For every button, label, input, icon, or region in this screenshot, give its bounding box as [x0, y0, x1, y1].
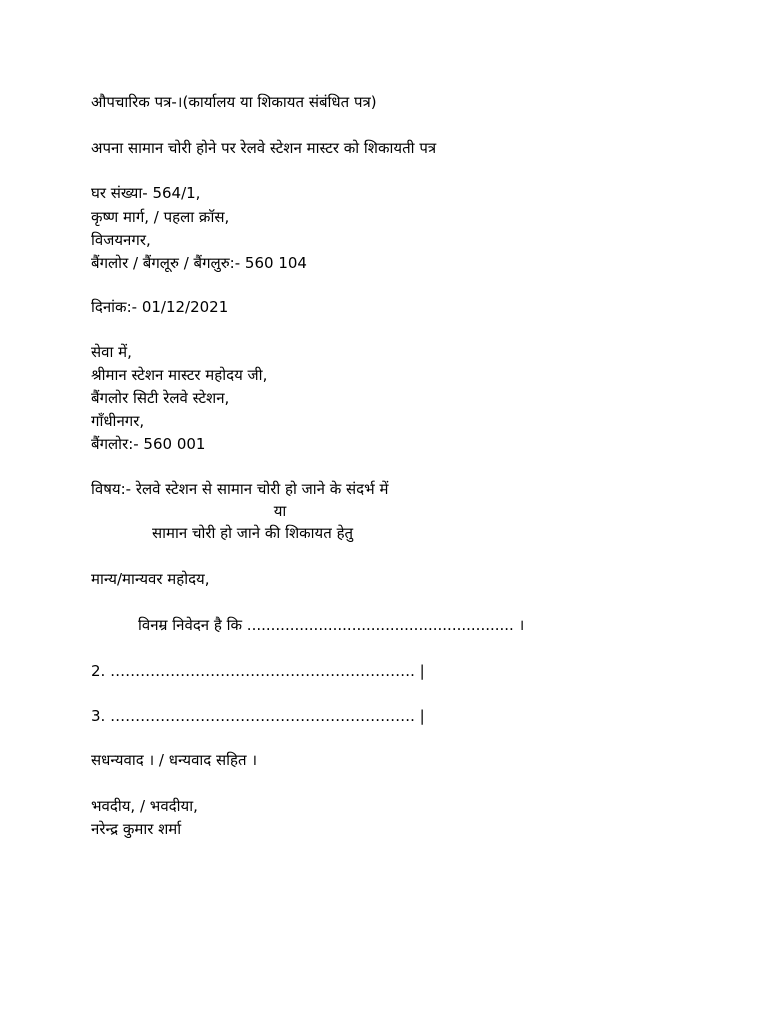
closing-line: भवदीय, / भवदीया,	[91, 797, 198, 815]
body-paragraph-2: 2. ……………………………………………………. |	[91, 662, 425, 680]
subject-or: या	[273, 502, 287, 520]
body-paragraph-3: 3. ……………………………………………………. |	[91, 707, 425, 725]
recipient-line: बैंगलोर:- 560 001	[91, 435, 206, 453]
recipient-line: सेवा में,	[91, 343, 132, 361]
recipient-line: श्रीमान स्टेशन मास्टर महोदय जी,	[91, 366, 268, 384]
letter-heading: औपचारिक पत्र-।(कार्यालय या शिकायत संबंधित पत्र)	[91, 93, 377, 111]
subject-line: विषय:- रेलवे स्टेशन से सामान चोरी हो जाने के संदर्भ में	[91, 480, 389, 498]
sender-address-line: विजयनगर,	[91, 231, 151, 249]
salutation: मान्य/मान्यवर महोदय,	[91, 570, 210, 588]
recipient-line: गाँधीनगर,	[91, 412, 145, 430]
thanks-line: सधन्यवाद । / धन्यवाद सहित ।	[91, 751, 258, 769]
signature-name: नरेन्द्र कुमार शर्मा	[91, 820, 182, 838]
sender-address-line: कृष्ण मार्ग, / पहला क्रॉस,	[91, 208, 230, 226]
letter-title: अपना सामान चोरी होने पर रेलवे स्टेशन मास्टर को शिकायती पत्र	[91, 139, 437, 157]
subject-alt: सामान चोरी हो जाने की शिकायत हेतु	[152, 524, 354, 542]
sender-address-line: बैंगलोर / बैंगलूरु / बैंगलुरु:- 560 104	[91, 254, 307, 272]
date-line: दिनांक:- 01/12/2021	[91, 298, 229, 316]
recipient-line: बैंगलोर सिटी रेलवे स्टेशन,	[91, 389, 230, 407]
body-paragraph-1: विनम्र निवेदन है कि ........................................................ ।	[138, 616, 525, 634]
sender-address-line: घर संख्या- 564/1,	[91, 184, 201, 202]
